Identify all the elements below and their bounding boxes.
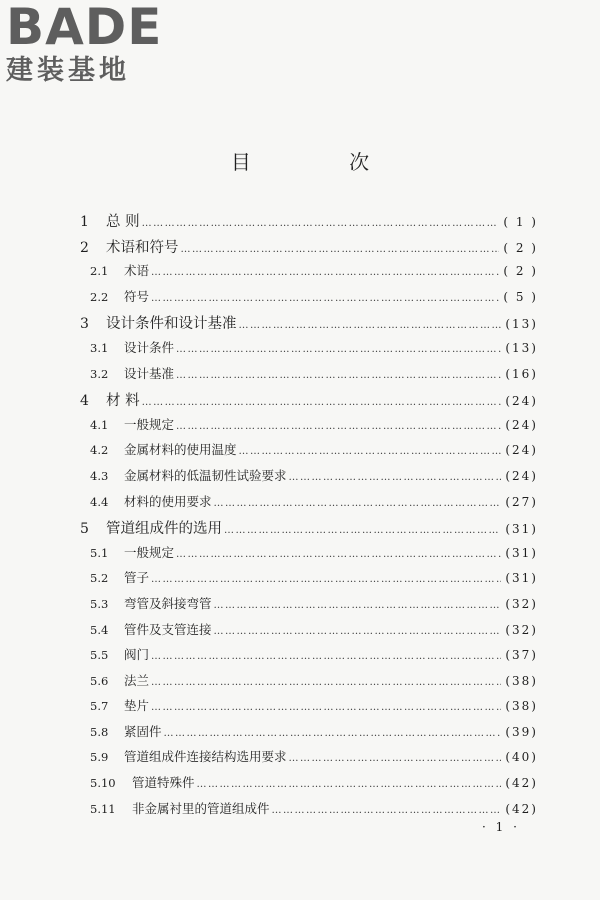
page-number: · 1 · (482, 820, 520, 834)
toc-entry-number: 5.8 (90, 724, 109, 739)
toc-entry-page: (31) (505, 522, 538, 537)
toc-entry-number: 5.3 (90, 596, 109, 611)
toc-entry[interactable] (76, 722, 538, 748)
toc-entry-number: 5.5 (90, 648, 109, 663)
toc-entry[interactable] (76, 747, 538, 773)
toc-dot-leader (151, 677, 501, 688)
toc-entry-number: 5.4 (90, 622, 109, 637)
toc-entry[interactable] (76, 645, 538, 671)
toc-entry-label: 设计基准 (124, 365, 175, 381)
toc-entry-page: (24) (505, 468, 538, 483)
toc-entry-number: 5.9 (90, 750, 109, 765)
toc-entry-page: ( 2 ) (503, 240, 538, 255)
toc-entry[interactable] (76, 261, 538, 287)
toc-entry-page: (13) (505, 317, 538, 332)
toc-entry[interactable] (76, 620, 538, 646)
toc-entry[interactable] (76, 568, 538, 594)
toc-entry-label: 阀门 (124, 647, 150, 663)
toc-entry-page: (38) (505, 673, 538, 688)
toc-entry-number: 2.1 (90, 264, 109, 279)
toc-dot-leader (151, 702, 501, 713)
toc-entry-label: 垫片 (124, 698, 150, 714)
toc-entry-page: (38) (505, 699, 538, 714)
toc-entry[interactable] (76, 466, 538, 492)
toc-entry-number: 5.7 (90, 699, 109, 714)
toc-entry-number: 4.1 (90, 417, 109, 432)
toc-entry-label: 材料的使用要求 (124, 493, 212, 509)
toc-entry[interactable] (76, 236, 538, 262)
toc-dot-leader (289, 753, 502, 764)
toc-dot-leader (214, 498, 502, 509)
toc-entry[interactable] (76, 389, 538, 415)
toc-entry-number: 2 (80, 239, 89, 256)
toc-entry-label: 管子 (124, 570, 150, 586)
toc-entry-number: 5.11 (90, 801, 116, 816)
toc-entry[interactable] (76, 287, 538, 313)
toc-entry-label: 设计条件 (124, 339, 175, 355)
toc-entry-number: 5.2 (90, 571, 109, 586)
toc-entry[interactable] (76, 492, 538, 518)
logo-wordmark: BADE (6, 0, 163, 56)
toc-entry[interactable] (76, 210, 538, 236)
toc-dot-leader (142, 397, 502, 408)
toc-entry-page: (42) (505, 801, 538, 816)
toc-dot-leader (151, 651, 501, 662)
toc-entry-label: 管件及支管连接 (124, 621, 212, 637)
toc-dot-leader (272, 805, 502, 816)
toc-entry-number: 4.2 (90, 443, 109, 458)
toc-dot-leader (214, 626, 502, 637)
toc-entry[interactable] (76, 671, 538, 697)
toc-dot-leader (214, 600, 502, 611)
toc-entry[interactable] (76, 543, 538, 569)
toc-entry-label: 金属材料的低温韧性试验要求 (124, 467, 287, 483)
toc-entry[interactable] (76, 312, 538, 338)
toc-entry[interactable] (76, 338, 538, 364)
toc-entry-number: 4.3 (90, 468, 109, 483)
toc-entry-page: (32) (505, 622, 538, 637)
toc-entry-number: 5.10 (90, 776, 116, 791)
toc-dot-leader (239, 446, 502, 457)
toc-entry[interactable] (76, 799, 538, 825)
toc-entry-label: 一般规定 (124, 544, 175, 560)
toc-entry[interactable] (76, 696, 538, 722)
logo (6, 2, 176, 86)
toc-entry-label: 设计条件和设计基准 (106, 316, 237, 333)
toc-entry-number: 5.1 (90, 545, 109, 560)
toc-entry-page: (32) (505, 596, 538, 611)
table-of-contents (76, 210, 538, 824)
page-title: 目 次 (230, 150, 416, 174)
toc-dot-leader (197, 779, 502, 790)
toc-dot-leader (151, 574, 501, 585)
toc-entry-page: ( 5 ) (503, 289, 538, 304)
toc-entry-number: 1 (80, 214, 89, 230)
toc-entry[interactable] (76, 773, 538, 799)
toc-entry-page: (39) (505, 724, 538, 739)
toc-entry-number: 4 (80, 393, 89, 410)
toc-dot-leader (151, 293, 499, 304)
toc-entry-label: 非金属衬里的管道组成件 (132, 800, 270, 816)
toc-entry-label: 术语和符号 (106, 239, 179, 256)
toc-entry-page: (42) (505, 776, 538, 791)
toc-entry-number: 3.1 (90, 340, 109, 355)
toc-entry-page: (27) (505, 494, 538, 509)
toc-entry-label: 总 则 (106, 214, 140, 230)
toc-entry-number: 3.2 (90, 366, 109, 381)
toc-entry-page: ( 2 ) (503, 264, 538, 279)
toc-entry[interactable] (76, 364, 538, 390)
toc-entry[interactable] (76, 594, 538, 620)
toc-dot-leader (151, 267, 499, 278)
toc-entry-label: 弯管及斜接弯管 (124, 595, 212, 611)
toc-entry-label: 金属材料的使用温度 (124, 442, 237, 458)
toc-entry-label: 一般规定 (124, 416, 175, 432)
toc-entry-page: (24) (505, 417, 538, 432)
toc-dot-leader (164, 728, 502, 739)
toc-entry-page: (16) (505, 366, 538, 381)
toc-entry-page: (37) (505, 648, 538, 663)
toc-entry[interactable] (76, 517, 538, 543)
toc-dot-leader (176, 549, 501, 560)
toc-entry[interactable] (76, 440, 538, 466)
toc-entry-page: (31) (505, 571, 538, 586)
toc-entry-page: (31) (505, 545, 538, 560)
toc-entry-number: 3 (80, 316, 89, 333)
toc-entry-label: 法兰 (124, 672, 150, 688)
toc-entry-page: (24) (505, 394, 538, 409)
toc-entry-label: 材 料 (106, 393, 140, 410)
toc-entry-label: 管道组成件的选用 (106, 521, 222, 538)
toc-dot-leader (176, 421, 501, 432)
toc-entry-page: (13) (505, 340, 538, 355)
toc-dot-leader (289, 472, 502, 483)
toc-entry-page: ( 1 ) (503, 215, 538, 229)
toc-dot-leader (239, 320, 502, 331)
toc-entry-page: (40) (505, 750, 538, 765)
toc-entry-number: 4.4 (90, 494, 109, 509)
toc-entry-label: 管道组成件连接结构选用要求 (124, 749, 287, 765)
toc-entry-number: 5 (80, 521, 89, 538)
toc-entry[interactable] (76, 415, 538, 441)
toc-entry-number: 5.6 (90, 673, 109, 688)
toc-dot-leader (176, 370, 501, 381)
toc-entry-label: 术语 (124, 263, 150, 279)
toc-dot-leader (181, 244, 500, 255)
toc-dot-leader (224, 525, 501, 536)
toc-entry-page: (24) (505, 443, 538, 458)
toc-entry-label: 符号 (124, 288, 150, 304)
toc-entry-label: 紧固件 (124, 723, 162, 739)
toc-entry-number: 2.2 (90, 289, 109, 304)
logo-subtitle: 建装基地 (6, 55, 130, 86)
toc-dot-leader (142, 218, 500, 229)
toc-dot-leader (176, 344, 501, 355)
toc-entry-label: 管道特殊件 (132, 775, 195, 791)
